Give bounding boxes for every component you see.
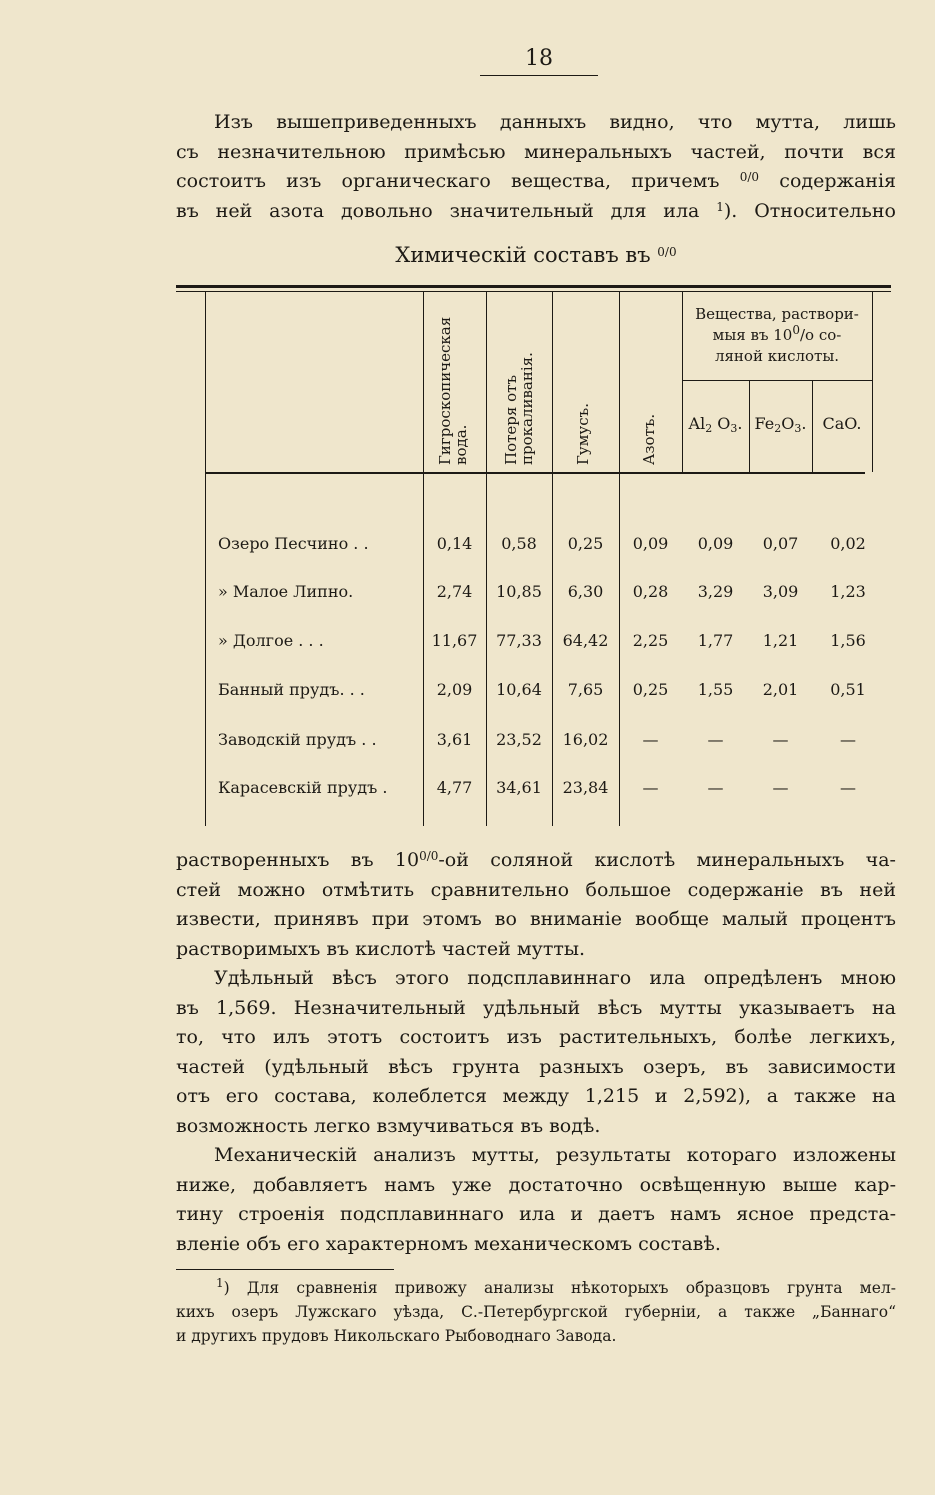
column-divider bbox=[423, 291, 424, 472]
cell: 10,64 bbox=[496, 680, 542, 699]
row-label: » Долгое . . . bbox=[218, 631, 324, 650]
header-nitrogen: Азотъ. bbox=[640, 413, 658, 465]
text-line: съ незначительною примѣсью минеральныхъ частей, почти вся bbox=[176, 140, 896, 163]
header-humus: Гумусъ. bbox=[574, 403, 592, 465]
table-header-rule bbox=[205, 472, 865, 474]
group-header-rule bbox=[682, 380, 872, 381]
text-line: Изъ вышеприведенныхъ данныхъ видно, что мутта, лишь bbox=[214, 111, 896, 133]
header-loss-on-ignition: Потеря отъ прокаливанія. bbox=[502, 352, 536, 465]
header-cao: CaO. bbox=[822, 414, 862, 433]
cell: 10,85 bbox=[496, 582, 542, 601]
text-line: извести, принявъ при этомъ во вниманіе вообще малый процентъ bbox=[176, 908, 896, 930]
column-divider bbox=[552, 291, 553, 472]
row-label: Заводскій прудъ . . bbox=[218, 730, 377, 749]
text-line: въ 1,569. Незначительный удѣльный вѣсъ мутты указываетъ на bbox=[176, 996, 896, 1019]
cell: 0,07 bbox=[762, 534, 799, 553]
header-al2o3: $Al_2$ $O_3$. bbox=[688, 414, 743, 435]
cell: 2,01 bbox=[762, 680, 799, 699]
footnote-line: кихъ озеръ Лужскаго уѣзда, С.-Петербургской губерніи, а также „Баннаго“ bbox=[176, 1303, 896, 1321]
footnote-line: и другихъ прудовъ Никольскаго Рыбоводнаго Завода. bbox=[176, 1327, 617, 1345]
column-divider bbox=[486, 291, 487, 472]
cell: 23,52 bbox=[496, 730, 542, 749]
text-line: отъ его состава, колеблется между 1,215 и 2,592), а также на bbox=[176, 1085, 896, 1107]
cell: 0,09 bbox=[632, 534, 669, 553]
cell: — bbox=[772, 778, 789, 797]
cell: 34,61 bbox=[496, 778, 542, 797]
row-label: Озеро Песчино . . bbox=[218, 534, 369, 553]
cell: 1,23 bbox=[830, 582, 866, 601]
cell: — bbox=[642, 778, 659, 797]
text-line: тину строенія подсплавиннаго ила и даетъ намъ ясное предста- bbox=[176, 1203, 896, 1225]
cell: 0,28 bbox=[632, 582, 669, 601]
table-right-border bbox=[872, 291, 873, 472]
cell: — bbox=[707, 778, 724, 797]
table-top-rule bbox=[176, 285, 891, 288]
cell: — bbox=[707, 730, 724, 749]
cell: 0,14 bbox=[436, 534, 473, 553]
cell: 3,09 bbox=[762, 582, 799, 601]
cell: 0,25 bbox=[567, 534, 604, 553]
cell: 1,77 bbox=[697, 631, 734, 650]
cell: 0,25 bbox=[632, 680, 669, 699]
cell: 1,21 bbox=[762, 631, 799, 650]
cell: 11,67 bbox=[431, 631, 478, 650]
text-line: то, что илъ этотъ состоитъ изъ растительныхъ, болѣе легкихъ, bbox=[176, 1026, 896, 1048]
cell: 0,09 bbox=[697, 534, 734, 553]
text-line: Механическій анализъ мутты, результаты котораго изложены bbox=[214, 1144, 896, 1166]
cell: — bbox=[840, 730, 856, 749]
text-line: ниже, добавляетъ намъ уже достаточно освѣщенную выше кар- bbox=[176, 1173, 896, 1196]
cell: 1,56 bbox=[830, 631, 866, 650]
text-line: стей можно отмѣтить сравнительно большое содержаніе въ ней bbox=[176, 878, 896, 901]
footnote-line: $^1$) Для сравненія привожу анализы нѣкоторыхъ образцовъ грунта мел- bbox=[216, 1276, 896, 1297]
cell: 64,42 bbox=[562, 631, 609, 650]
header-soluble-substances: Вещества, раствори- мыя въ $10^0/o$ со- ляной кислоты. bbox=[695, 305, 859, 365]
row-label: Карасевскій прудъ . bbox=[218, 778, 388, 797]
text-line: растворимыхъ въ кислотѣ частей мутты. bbox=[176, 937, 586, 960]
cell: 0,58 bbox=[501, 534, 537, 553]
text-line: въ ней азота довольно значительный для ила $^1$). Относительно bbox=[176, 199, 896, 222]
text-line: состоитъ изъ органическаго вещества, причемъ $^{0/0}$ содержанія bbox=[176, 170, 897, 192]
page-number-rule bbox=[480, 75, 598, 76]
cell: 4,77 bbox=[436, 778, 473, 797]
page-number: 18 bbox=[525, 46, 553, 71]
cell: 0,51 bbox=[830, 680, 866, 699]
cell: 2,74 bbox=[436, 582, 473, 601]
cell: 77,33 bbox=[496, 631, 542, 650]
header-hygroscopic-water: Гигроскопическая вода. bbox=[436, 316, 470, 465]
cell: 3,29 bbox=[697, 582, 734, 601]
text-line: возможность легко взмучиваться въ водѣ. bbox=[176, 1114, 601, 1137]
cell: 2,09 bbox=[436, 680, 473, 699]
cell: 16,02 bbox=[562, 730, 609, 749]
cell: — bbox=[642, 730, 659, 749]
cell: 1,55 bbox=[697, 680, 734, 699]
header-fe2o3: $Fe_2O_3$. bbox=[754, 414, 807, 435]
row-label: Банный прудъ. . . bbox=[218, 680, 365, 699]
text-line: вленіе объ его характерномъ механическомъ составѣ. bbox=[176, 1232, 721, 1255]
cell: 3,61 bbox=[436, 730, 473, 749]
cell: — bbox=[840, 778, 856, 797]
cell: 0,02 bbox=[830, 534, 866, 553]
text-line: Удѣльный вѣсъ этого подсплавиннаго ила опредѣленъ мною bbox=[214, 967, 896, 989]
text-line: растворенныхъ въ $10^{0/0}-ой$ соляной кислотѣ минеральныхъ ча- bbox=[176, 849, 896, 871]
table-left-border bbox=[205, 291, 206, 826]
table-title: Химическій составъ въ $^{0/0}$ bbox=[395, 243, 677, 267]
row-label: » Малое Липно. bbox=[218, 582, 354, 601]
cell: 2,25 bbox=[632, 631, 669, 650]
cell: 23,84 bbox=[562, 778, 609, 797]
cell: 6,30 bbox=[567, 582, 604, 601]
column-divider bbox=[619, 291, 620, 472]
cell: 7,65 bbox=[567, 680, 604, 699]
text-line: частей (удѣльный вѣсъ грунта разныхъ озеръ, въ зависимости bbox=[176, 1055, 896, 1078]
table-top-rule-thin bbox=[176, 291, 891, 292]
cell: — bbox=[772, 730, 789, 749]
footnote-rule bbox=[176, 1269, 394, 1270]
